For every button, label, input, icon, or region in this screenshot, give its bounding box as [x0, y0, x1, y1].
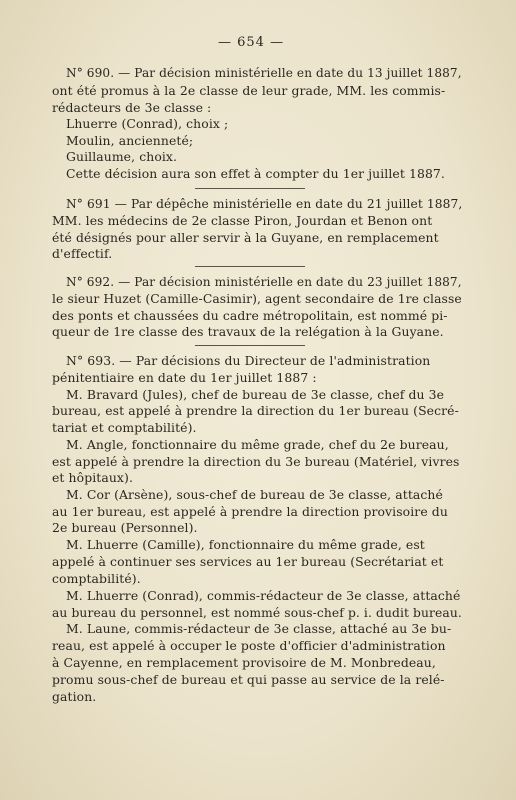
page-number: — 654 —: [218, 35, 285, 50]
text-line: comptabilité).: [52, 571, 141, 586]
text-line: promu sous-chef de bureau et qui passe au service de la relé-: [52, 672, 445, 687]
separator-rule: [195, 188, 305, 189]
text-line: et hôpitaux).: [52, 470, 133, 485]
text-line: 2e bureau (Personnel).: [52, 520, 198, 535]
text-line: Moulin, ancienneté;: [66, 133, 194, 148]
text-line: rédacteurs de 3e classe :: [52, 100, 212, 115]
text-line: MM. les médecins de 2e classe Piron, Jourdan et Benon ont: [52, 213, 433, 228]
separator-rule: [195, 345, 305, 346]
text-line: ont été promus à la 2e classe de leur grade, MM. les commis-: [52, 83, 446, 98]
text-line: N° 692. — Par décision ministérielle en date du 23 juillet 1887,: [66, 274, 462, 289]
text-line: appelé à continuer ses services au 1er bureau (Secrétariat et: [52, 554, 444, 569]
text-line: le sieur Huzet (Camille-Casimir), agent secondaire de 1re classe: [52, 291, 462, 306]
text-line: N° 691 — Par dépêche ministérielle en date du 21 juillet 1887,: [66, 196, 463, 211]
text-line: tariat et comptabilité).: [52, 420, 197, 435]
text-line: au bureau du personnel, est nommé sous-chef p. i. dudit bureau.: [52, 605, 462, 620]
text-line: été désignés pour aller servir à la Guyane, en remplacement: [52, 230, 439, 245]
text-line: Cette décision aura son effet à compter du 1er juillet 1887.: [66, 166, 445, 181]
text-line: à Cayenne, en remplacement provisoire de M. Monbredeau,: [52, 655, 436, 670]
text-line: Guillaume, choix.: [66, 149, 178, 164]
text-line: des ponts et chaussées du cadre métropolitain, est nommé pi-: [52, 308, 448, 323]
text-line: M. Lhuerre (Camille), fonctionnaire du même grade, est: [66, 537, 425, 552]
text-line: gation.: [52, 689, 97, 704]
text-line: M. Laune, commis-rédacteur de 3e classe, attaché au 3e bu-: [66, 621, 452, 636]
text-line: M. Lhuerre (Conrad), commis-rédacteur de 3e classe, attaché: [66, 588, 461, 603]
text-line: reau, est appelé à occuper le poste d'officier d'administration: [52, 638, 446, 653]
text-line: N° 693. — Par décisions du Directeur de l'administration: [66, 353, 431, 368]
text-line: M. Cor (Arsène), sous-chef de bureau de 3e classe, attaché: [66, 487, 443, 502]
text-line: queur de 1re classe des travaux de la relégation à la Guyane.: [52, 324, 444, 339]
text-line: Lhuerre (Conrad), choix ;: [66, 116, 229, 131]
text-line: M. Angle, fonctionnaire du même grade, chef du 2e bureau,: [66, 437, 449, 452]
text-line: au 1er bureau, est appelé à prendre la direction provisoire du: [52, 504, 448, 519]
text-line: M. Bravard (Jules), chef de bureau de 3e classe, chef du 3e: [66, 387, 445, 402]
text-line: d'effectif.: [52, 246, 113, 261]
separator-rule: [195, 266, 305, 267]
text-line: bureau, est appelé à prendre la direction du 1er bureau (Secré-: [52, 403, 459, 418]
text-line: est appelé à prendre la direction du 3e bureau (Matériel, vivres: [52, 454, 460, 469]
text-line: N° 690. — Par décision ministérielle en date du 13 juillet 1887,: [66, 65, 462, 80]
text-line: pénitentiaire en date du 1er juillet 1887 :: [52, 370, 317, 385]
